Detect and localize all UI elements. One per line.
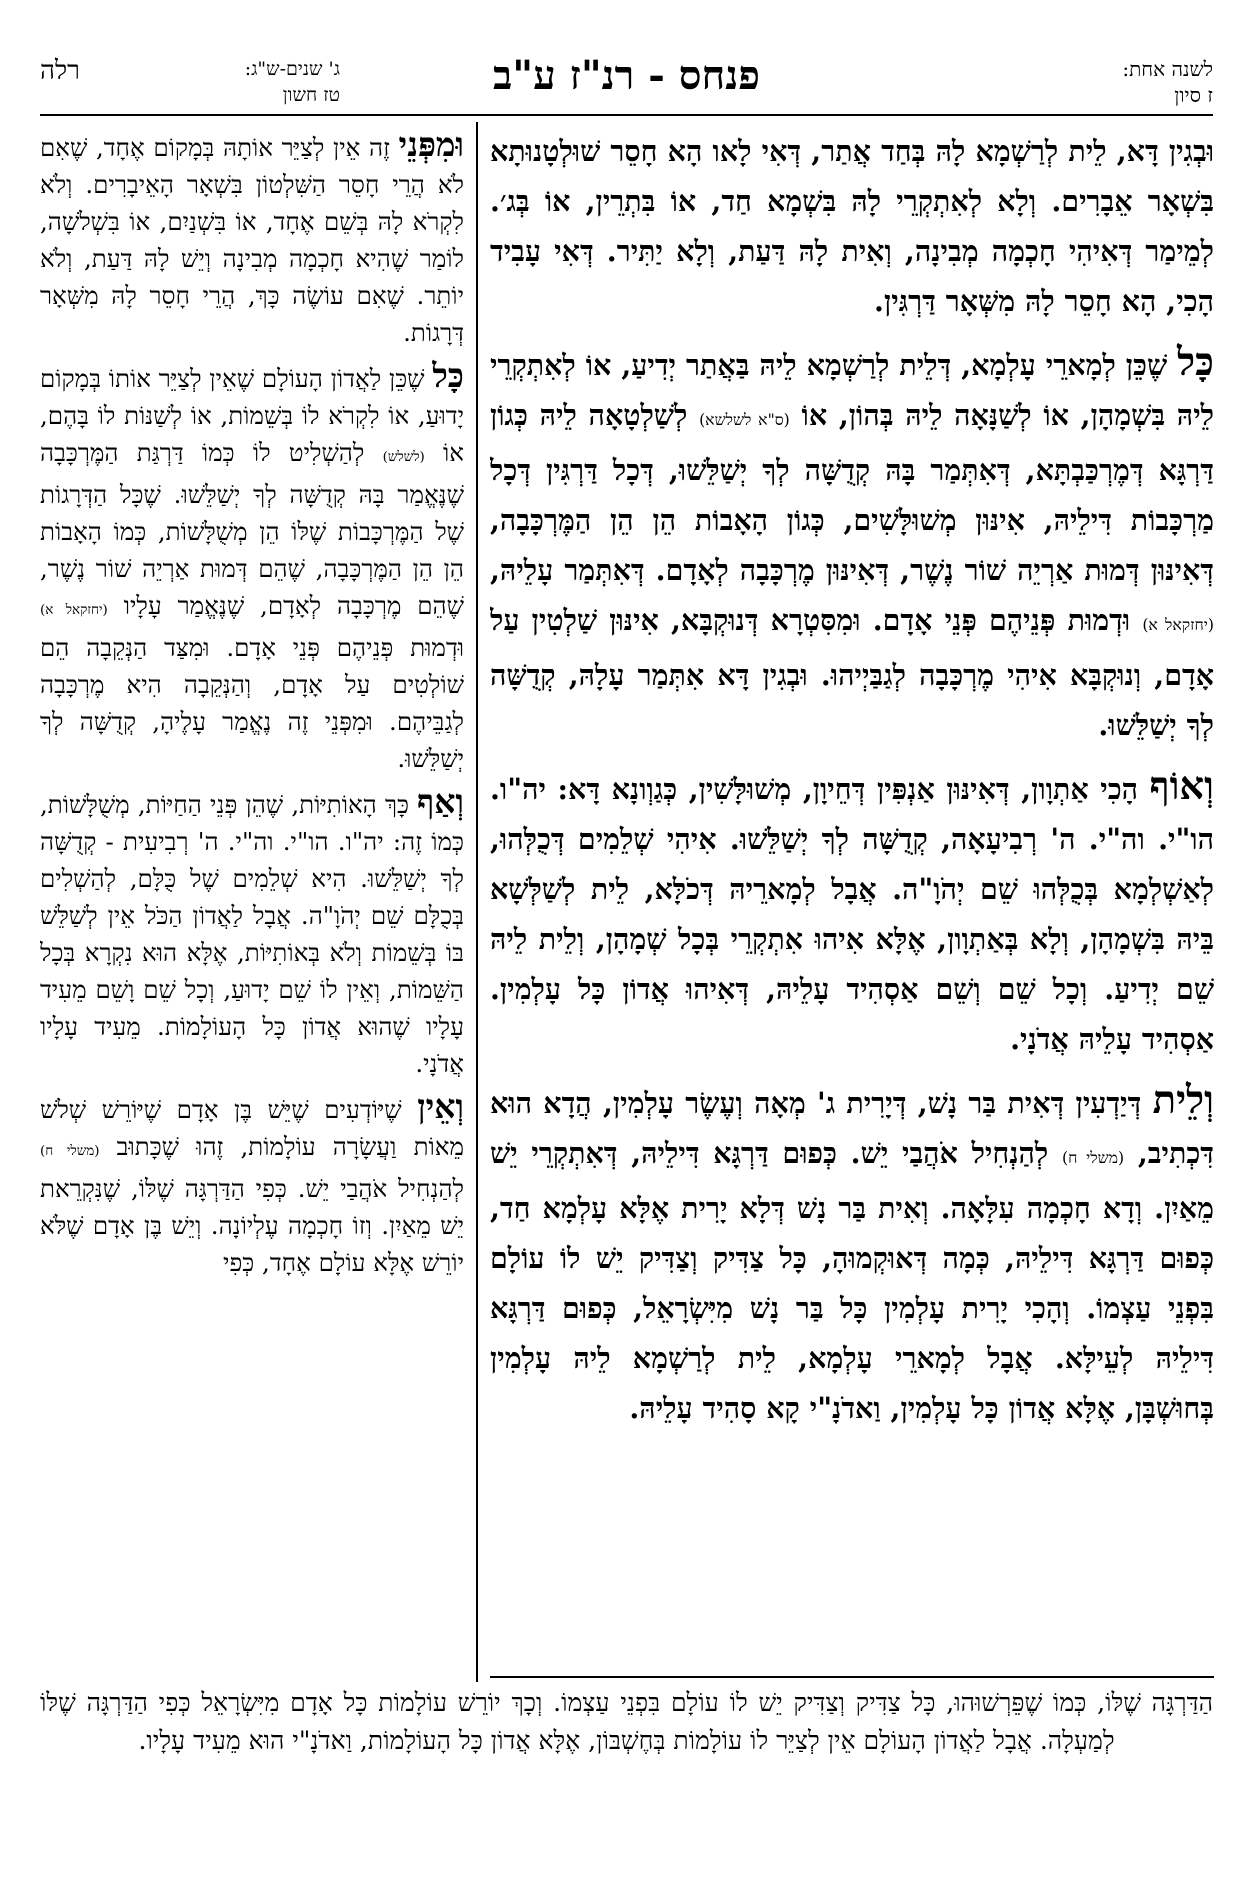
header-cycle-one-year: לשנה אחת: xyxy=(1122,57,1213,81)
translation-column xyxy=(40,126,464,1680)
translation-paragraph-4-text-b: לְהַנְחִיל אֹהֲבַי יֵשׁ. כְּפִי הַדַּרְגָּה שֶׁלּוֹ, שֶׁנִּקְרֵאת יֵשׁ מֵאַיִן. וְזוֹ חָכְמָה עֶלְיוֹנָה. וְיֵשׁ בֶּן אָדָם שֶׁלֹּא יוֹרֵשׁ אֶלָּא עוֹלָם אֶחָד, כְּפִי xyxy=(40,1174,464,1277)
translation-paragraph-2 xyxy=(40,357,464,777)
main-paragraph-3-opener: וְאוֹף xyxy=(1149,764,1214,809)
translation-paragraph-4-opener: וְאֵין xyxy=(417,1087,464,1126)
translation-paragraph-1-text: זֶה אֵין לְצַיֵּר אוֹתָהּ בְּמָקוֹם אֶחָד, שֶׁאִם לֹא הֲרֵי חָסֵר הַשִּׁלְטוֹן בִּשְׁאָר הָאֵיבָרִים. וְלֹא לִקְרֹא לָהּ בְּשֵׁם אֶחָד, אוֹ בִּשְׁנַיִם, אוֹ בִּשְׁלֹשָׁה, לוֹמַר שֶׁהִיא חָכְמָה מְבִינָה וְיֵשׁ לָהּ דַּעַת, וְלֹא יוֹתֵר. שֶׁאִם עוֹשֶׂה כָּךְ, הֲרֵי חָסֵר לָהּ מִשְּׁאָר דְּרָגוֹת. xyxy=(40,133,464,347)
main-paragraph-4 xyxy=(490,1076,1214,1433)
main-paragraph-3 xyxy=(490,762,1214,1064)
translation-paragraph-2-text-a: שֶׁכֵּן לַאֲדוֹן הָעוֹלָם שֶׁאֵין לְצַיֵּר אוֹתוֹ בְּמָקוֹם יָדוּעַ, אוֹ לִקְרֹא לוֹ בְּשֵׁמוֹת, אוֹ לְשַׁנּוֹת לוֹ בָּהֶם, אוֹ xyxy=(40,364,464,467)
translation-paragraph-2-text-c: וּדְמוּת פְּנֵיהֶם פְּנֵי אָדָם. וּמִצַּד הַנְּקֵבָה הֵם שׁוֹלְטִים עַל אָדָם, וְהַנְּקֵבָה הִיא מֶרְכָּבָה לְגַבֵּיהֶם. וּמִפְּנֵי זֶה נֶאֱמַר עָלֶיהָ, קְדֻשָּׁה לְךָ יְשַׁלֵּשׁוּ. xyxy=(40,633,464,773)
main-paragraph-1 xyxy=(490,126,1214,326)
translation-continuation: הַדַּרְגָּה שֶׁלּוֹ, כְּמוֹ שֶׁפֵּרְשׁוּהוּ, כָּל צַדִּיק וְצַדִּיק יֵשׁ לוֹ עוֹלָם בִּפְנֵי עַצְמוֹ. וְכָךְ יוֹרֵשׁ עוֹלָמוֹת כָּל אָדָם מִיִּשְׂרָאֵל כְּפִי הַדַּרְגָּה שֶׁלּוֹ לְמַעְלָה. אֲבָל לַאֲדוֹן הָעוֹלָם אֵין לְצַיֵּר לוֹ עוֹלָמוֹת בְּחֶשְׁבּוֹן, אֶלָּא אֲדוֹן כָּל הָעוֹלָמוֹת, וַאדֹנָ"י הוּא מֵעִיד עָלָיו. xyxy=(40,1688,1213,1755)
column-divider xyxy=(476,122,478,1682)
translation-paragraph-4-citation: (משלי ח) xyxy=(40,1143,100,1159)
main-paragraph-2-text-a: שֶׁכֵּן לְמָארֵי עָלְמָא, דְּלֵית לְרַשְׁמָא לֵיהּ בַּאֲתַר יְדִיעַ, אוֹ לְאִתְקְרֵי לֵיהּ בִּשְׁמָהָן, אוֹ לְשַׁנָּאָה לֵיהּ בְּהוֹן, אוֹ xyxy=(490,348,1214,432)
main-paragraph-2-opener: כָּל xyxy=(1177,340,1214,385)
main-paragraph-4-text-a: דְּיַדְעִין דְּאִית בַּר נָשׁ, דְּיָרִית ג' מְאָה וְעֶשֶׂר עָלְמִין, הֲדָא הוּא דִּכְתִיב, xyxy=(490,1086,1214,1170)
translation-paragraph-2-citation-1: (לשלש) xyxy=(382,449,425,465)
translation-paragraph-1 xyxy=(40,126,464,351)
translation-paragraph-4-text-a: שֶׁיּוֹדְעִים שֶׁיֵּשׁ בֶּן אָדָם שֶׁיּוֹרֵשׁ שְׁלֹשׁ מֵאוֹת וַעֲשָׂרָה עוֹלָמוֹת, זֶהוּ שֶׁכָּתוּב xyxy=(40,1095,464,1161)
translation-paragraph-3-text: כָּךְ הָאוֹתִיּוֹת, שֶׁהֵן פְּנֵי הַחַיּוֹת, מְשֻׁלָּשׁוֹת, כְּמוֹ זֶה: יה"ו. הו"י. וה"י. ה' רְבִיעִית - קְדֻשָּׁה לְךָ יְשַׁלֵּשׁוּ. הִיא שְׁלֵמִים שֶׁל כֻּלָּם, לְהַשְׁלִים בְּכֻלָּם שֵׁם יְהֹוָ"ה. אֲבָל לַאֲדוֹן הַכֹּל אֵין לְשַׁלֵּשׁ בּוֹ בְּשֵׁמוֹת וְלֹא בְּאוֹתִיּוֹת, אֶלָּא הוּא נִקְרָא בְּכָל הַשֵּׁמוֹת, וְאֵין לוֹ שֵׁם יָדוּעַ, וְכָל שֵׁם וָשֵׁם מֵעִיד עָלָיו שֶׁהוּא אֲדוֹן כָּל הָעוֹלָמוֹת. מֵעִיד עָלָיו אֲדֹנָי. xyxy=(40,790,464,1078)
page-number: רלה xyxy=(40,56,80,86)
header-date-one-year: ז סיון xyxy=(1174,83,1213,107)
translation-paragraph-2-opener: כָּל xyxy=(432,356,464,395)
main-text-column xyxy=(490,126,1214,1578)
main-paragraph-2 xyxy=(490,338,1214,750)
header-left-text xyxy=(120,56,340,108)
header-divider xyxy=(40,114,1213,116)
main-column-bottom-rule xyxy=(490,1676,1214,1678)
header-left xyxy=(40,56,340,116)
main-paragraph-2-text-c: וּדְמוּת פְּנֵיהֶם פְּנֵי אָדָם. וּמִסִּטְרָא דְּנוּקְבָּא, אִינּוּן שַׁלְטִין עַל אָדָם, וְנוּקְבָּא אִיהִי מֶרְכָּבָה לְגַבַּיְיהוּ. וּבְגִין דָּא אִתְּמַר עָלָהּ, קְדֻשָּׁה לְךָ יְשַׁלֵּשׁוּ. xyxy=(490,603,1214,742)
main-paragraph-3-text: הָכִי אַתְוָון, דְּאִינּוּן אַנְפִּין דְּחֵיוָן, מְשׁוּלָּשִׁין, כְּגַוְונָא דָּא: יה"ו. הו"י. וה"י. ה' רְבִיעָאָה, קְדֻשָּׁה לְךָ יְשַׁלֵּשׁוּ. אִיהִי שְׁלֵמִים דְּכֻלְּהוּ, לְאַשְׁלְמָא בְּכֻלְּהוּ שֵׁם יְהֹוָ"ה. אֲבָל לְמָארֵיהּ דְּכֹלָּא, לֵית לְשַׁלְּשָׁא בֵּיהּ בִּשְׁמָהָן, וְלָא בְּאַתְוָון, אֶלָּא אִיהוּ אִתְקְרֵי בְּכָל שְׁמָהָן, וְלֵית לֵיהּ שֵׁם יְדִיעַ. וְכָל שֵׁם וְשֵׁם אַסְהִיד עָלֵיהּ, דְּאִיהוּ אֲדוֹן כָּל עָלְמִין. אַסְהִיד עָלֵיהּ אֲדֹנָי. xyxy=(490,772,1214,1056)
main-paragraph-1-text: וּבְגִין דָּא, לֵית לְרַשְׁמָא לָהּ בְּחַד אֲתַר, דְּאִי לָאו הָא חָסֵר שׁוּלְטָנוּתָא בִּשְׁאָר אֵבָרִים. וְלָא לְאִתְקְרֵי לָהּ בִּשְׁמָא חַד, אוֹ בִּתְרֵין, אוֹ בְּג׳. לְמֵימַר דְּאִיהִי חָכְמָה מְבִינָה, וְאִית לָהּ דַּעַת, וְלָא יַתִּיר. דְּאִי עָבִיד הָכִי, הָא חָסֵר לָהּ מִשְּׁאָר דַּרְגִּין. xyxy=(490,134,1214,318)
main-paragraph-4-opener: וְלֵית xyxy=(1152,1078,1214,1123)
translation-paragraph-3-opener: וְאַף xyxy=(417,782,464,821)
translation-paragraph-2-citation-2: (יחזקאל א) xyxy=(40,602,108,618)
header-cycle-three-years: ג' שנים-ש"ג: xyxy=(244,58,340,80)
main-paragraph-2-citation-1: (ס"א לשלשא) xyxy=(699,410,790,429)
header-date-three-years: טז חשון xyxy=(282,84,340,106)
main-paragraph-2-text-b: לְשַׁלְטָאָה לֵיהּ כְּגוֹן דַּרְגָּא דְּמֶרְכַּבְתָּא, דְּאִתְּמַר בָּהּ קְדֻשָּׁה לְךָ יְשַׁלֵּשׁוּ, דְּכָל דַּרְגִּין דְּכָל מַרְכָּבוֹת דִּילֵיהּ, אִינּוּן מְשׁוּלָּשִׁים, כְּגוֹן הָאָבוֹת הֵן הֵן הַמֶּרְכָּבָה, דְּאִינּוּן דְּמוּת אַרְיֵה שׁוֹר נֶשֶׁר, דְּאִינּוּן מֶרְכָּבָה לְאָדָם. דְּאִתְּמַר עָלֵיהּ, xyxy=(490,398,1214,587)
main-paragraph-4-text-b: לְהַנְחִיל אֹהֲבַי יֵשׁ. כְּפוּם דַּרְגָּא דִּילֵיהּ, דְּאִתְקְרֵי יֵשׁ מֵאַיִן. וְדָא חָכְמָה עִלָּאָה. וְאִית בַּר נָשׁ דְּלָא יָרִית אֶלָּא עָלְמָא חַד, כְּפוּם דַּרְגָּא דִּילֵיהּ, כְּמָה דְּאוּקְמוּהָ, כָּל צַדִּיק וְצַדִּיק יֵשׁ לוֹ עוֹלָם בִּפְנֵי עַצְמוֹ. וְהָכִי יָרִית עָלְמִין כָּל בַּר נָשׁ מִיִּשְׂרָאֵל, כְּפוּם דַּרְגָּא דִּילֵיהּ לְעֵילָּא. אֲבָל לְמָארֵי עָלְמָא, לֵית לְרַשְׁמָא לֵיהּ עָלְמִין בְּחוּשְׁבָּן, אֶלָּא אֲדוֹן כָּל עָלְמִין, וַאדֹנָ"י קָא סָהִיד עָלֵיהּ. xyxy=(490,1136,1214,1425)
translation-paragraph-3 xyxy=(40,783,464,1082)
main-paragraph-2-citation-2: (יחזקאל א) xyxy=(1142,615,1214,634)
translation-paragraph-4 xyxy=(40,1088,464,1281)
translation-paragraph-2-text-b: לְהַשְׁלִיט לוֹ כְּמוֹ דַּרְגַּת הַמֶּרְכָּבָה שֶׁנֶּאֱמַר בָּהּ קְדֻשָּׁה לְךָ יְשַׁלֵּשׁוּ. שֶׁכָּל הַדְּרָגוֹת שֶׁל הַמֶּרְכָּבוֹת שֶׁלּוֹ הֵן מְשֻׁלָּשׁוֹת, כְּמוֹ הָאָבוֹת הֵן הֵן הַמֶּרְכָּבָה, שֶׁהֵם דְּמוּת אַרְיֵה שׁוֹר נֶשֶׁר, שֶׁהֵם מֶרְכָּבָה לְאָדָם, שֶׁנֶּאֱמַר עָלָיו xyxy=(40,438,464,620)
main-paragraph-4-citation: (משלי ח) xyxy=(1062,1148,1125,1167)
translation-paragraph-1-opener: וּמִפְּנֵי xyxy=(398,126,464,164)
page-title: פנחס - רנ"ז ע"ב xyxy=(493,52,760,99)
